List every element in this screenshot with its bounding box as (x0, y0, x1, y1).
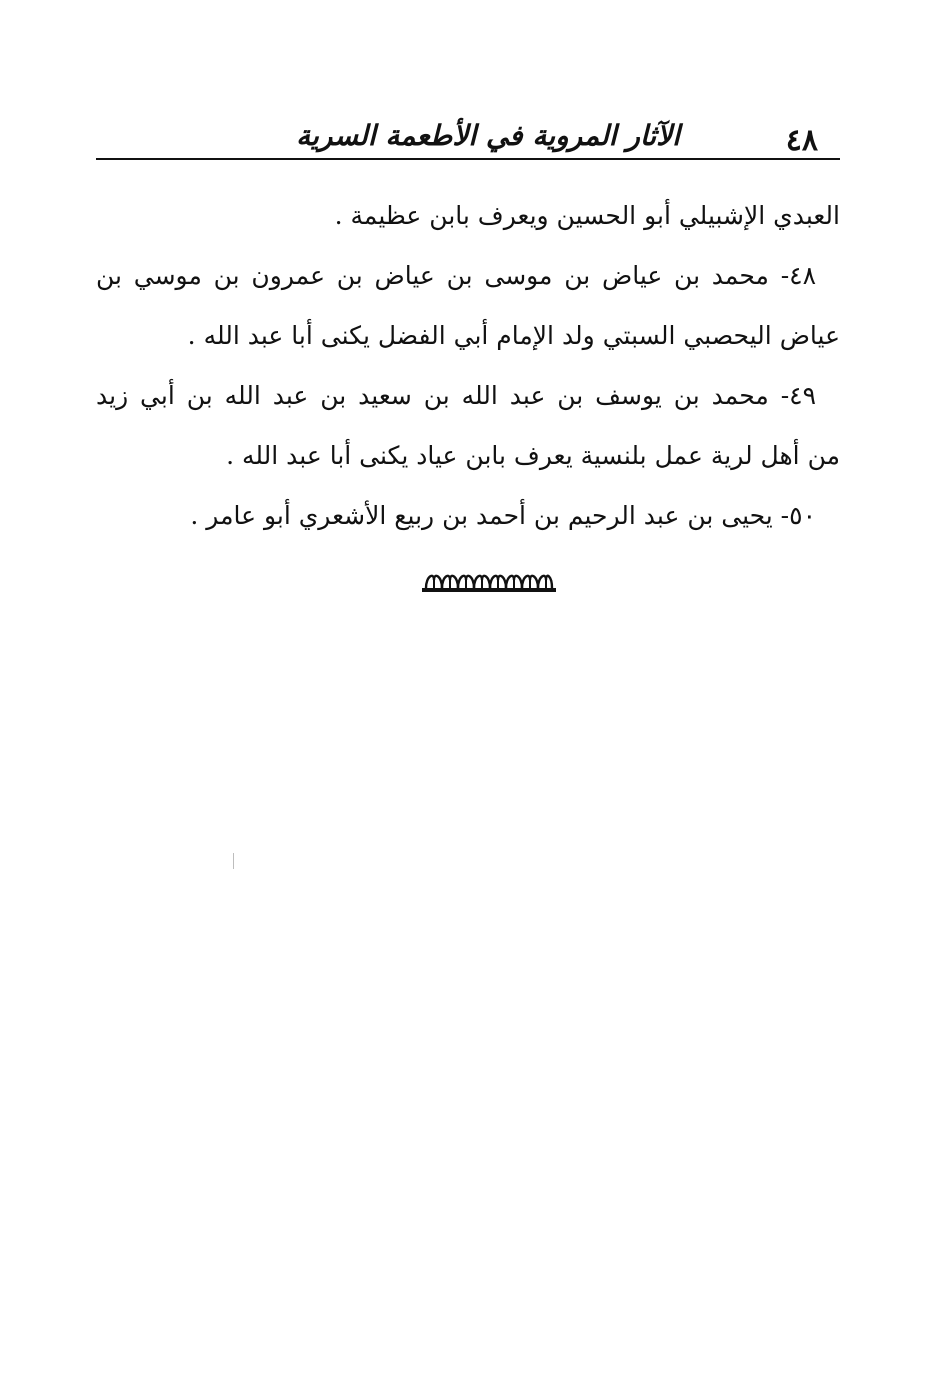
header-rule (96, 158, 840, 160)
book-title: الآثار المروية في الأطعمة السرية (296, 119, 680, 152)
scan-mark (233, 853, 234, 869)
entry-48-line-2: عياض اليحصبي السبتي ولد الإمام أبي الفضل يكنى أبا عبد الله . (187, 321, 840, 350)
entry-49-line-1: ٤٩- محمد بن يوسف بن عبد الله بن سعيد بن عبد الله بن أبي زيد (96, 381, 816, 410)
entry-50-line-1: ٥٠- يحيى بن عبد الرحيم بن أحمد بن ربيع الأشعري أبو عامر . (190, 501, 816, 530)
decorative-ornament-icon (422, 568, 556, 594)
entry-49-line-2: من أهل لرية عمل بلنسية يعرف بابن عياد يكنى أبا عبد الله . (226, 441, 840, 470)
running-header (96, 112, 840, 160)
entry-48-line-1: ٤٨- محمد بن عياض بن موسى بن عياض بن عمرون بن موسي بن (96, 261, 816, 290)
page-number: ٤٨ (785, 123, 818, 158)
text-line: العبدي الإشبيلي أبو الحسين ويعرف بابن عظيمة . (334, 201, 840, 230)
body-text (96, 186, 840, 546)
